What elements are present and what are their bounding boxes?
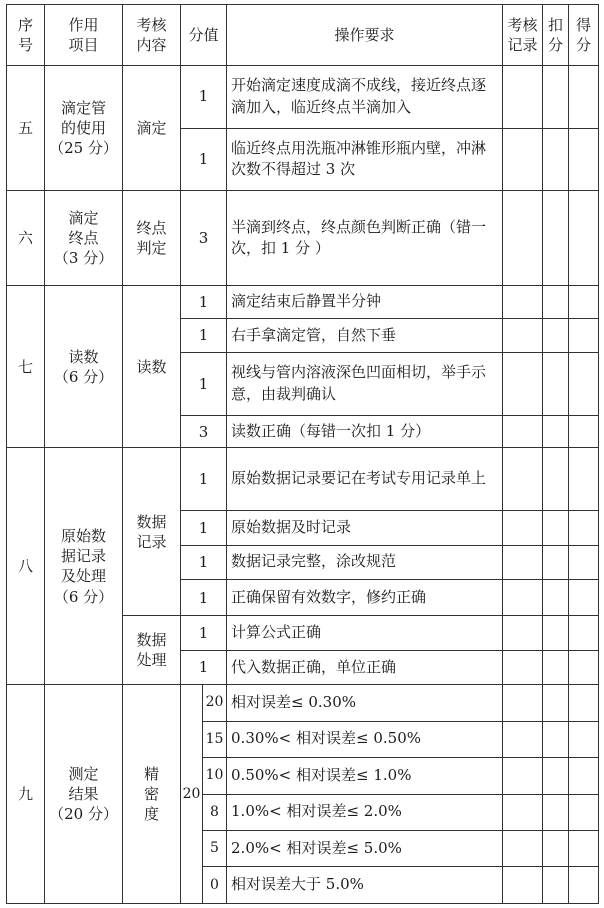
record-cell [503, 511, 543, 545]
score-cell: 1 [181, 545, 227, 579]
deduct-cell [543, 511, 569, 545]
score-cell: 1 [181, 128, 227, 191]
item-cell: 读数 （6 分） [45, 286, 123, 448]
table-row [7, 286, 599, 318]
record-cell [503, 758, 543, 794]
item-cell: 原始数 据记录 及处理 （6 分） [45, 448, 123, 685]
seq-cell: 五 [7, 65, 45, 191]
requirement-cell: 计算公式正确 [227, 616, 503, 650]
got-cell [569, 830, 599, 866]
requirement-cell: 相对误差大于 5.0% [227, 867, 503, 904]
header-score: 分值 [181, 5, 227, 66]
record-cell [503, 448, 543, 511]
deduct-cell [543, 721, 569, 757]
deduct-cell [543, 353, 569, 416]
record-cell [503, 830, 543, 866]
score-cell: 1 [181, 511, 227, 545]
got-cell [569, 721, 599, 757]
header-item: 作用 项目 [45, 5, 123, 66]
score-cell: 1 [181, 650, 227, 684]
seq-cell: 九 [7, 685, 45, 904]
deduct-cell [543, 318, 569, 352]
record-cell [503, 794, 543, 830]
deduct-cell [543, 758, 569, 794]
item-cell: 滴定 终点 （3 分） [45, 191, 123, 286]
got-cell [569, 794, 599, 830]
got-cell [569, 685, 599, 721]
got-cell [569, 353, 599, 416]
requirement-cell: 0.50%< 相对误差≤ 1.0% [227, 758, 503, 794]
requirement-cell: 0.30%< 相对误差≤ 0.50% [227, 721, 503, 757]
requirement-cell: 视线与管内溶液深色凹面相切，举手示意，由裁判确认 [227, 353, 503, 416]
content-cell: 滴定 [123, 65, 181, 191]
got-cell [569, 318, 599, 352]
record-cell [503, 191, 543, 286]
got-cell [569, 286, 599, 318]
record-cell [503, 579, 543, 615]
got-cell [569, 867, 599, 904]
requirement-cell: 代入数据正确，单位正确 [227, 650, 503, 684]
table-row [7, 448, 599, 511]
score-cell: 1 [181, 353, 227, 416]
got-cell [569, 579, 599, 615]
item-cell: 滴定管 的使用 （25 分） [45, 65, 123, 191]
deduct-cell [543, 65, 569, 128]
requirement-cell: 开始滴定速度成滴不成线，接近终点逐滴加入，临近终点半滴加入 [227, 65, 503, 128]
got-cell [569, 65, 599, 128]
record-cell [503, 128, 543, 191]
record-cell [503, 650, 543, 684]
requirement-cell: 滴定结束后静置半分钟 [227, 286, 503, 318]
header-seq: 序 号 [7, 5, 45, 66]
score-cell: 3 [181, 191, 227, 286]
record-cell [503, 545, 543, 579]
score-cell: 1 [181, 65, 227, 128]
content-cell: 精 密 度 [123, 685, 181, 904]
requirement-cell: 2.0%< 相对误差≤ 5.0% [227, 830, 503, 866]
requirement-cell: 半滴到终点，终点颜色判断正确（错一次，扣 1 分 ） [227, 191, 503, 286]
record-cell [503, 616, 543, 650]
got-cell [569, 448, 599, 511]
requirement-cell: 原始数据记录要记在考试专用记录单上 [227, 448, 503, 511]
requirement-cell: 正确保留有效数字，修约正确 [227, 579, 503, 615]
record-cell [503, 721, 543, 757]
got-cell [569, 758, 599, 794]
requirement-cell: 1.0%< 相对误差≤ 2.0% [227, 794, 503, 830]
content-cell: 读数 [123, 286, 181, 448]
got-cell [569, 616, 599, 650]
requirement-cell: 临近终点用洗瓶冲淋锥形瓶内壁，冲淋次数不得超过 3 次 [227, 128, 503, 191]
record-cell [503, 415, 543, 447]
got-cell [569, 545, 599, 579]
deduct-cell [543, 685, 569, 721]
requirement-cell: 右手拿滴定管，自然下垂 [227, 318, 503, 352]
scoring-table [6, 4, 599, 904]
header-got: 得 分 [569, 5, 599, 66]
content-cell: 数据 处理 [123, 616, 181, 685]
deduct-cell [543, 545, 569, 579]
total-score-cell: 20 [181, 685, 203, 904]
got-cell [569, 191, 599, 286]
deduct-cell [543, 191, 569, 286]
deduct-cell [543, 579, 569, 615]
header-record: 考核 记录 [503, 5, 543, 66]
deduct-cell [543, 867, 569, 904]
requirement-cell: 读数正确（每错一次扣 1 分） [227, 415, 503, 447]
record-cell [503, 286, 543, 318]
got-cell [569, 650, 599, 684]
seq-cell: 七 [7, 286, 45, 448]
score-cell: 1 [181, 318, 227, 352]
record-cell [503, 685, 543, 721]
got-cell [569, 415, 599, 447]
header-row [7, 5, 599, 66]
record-cell [503, 867, 543, 904]
score-cell: 3 [181, 415, 227, 447]
seq-cell: 八 [7, 448, 45, 685]
content-cell: 终点 判定 [123, 191, 181, 286]
deduct-cell [543, 415, 569, 447]
table-row [7, 65, 599, 128]
record-cell [503, 353, 543, 416]
header-content: 考核 内容 [123, 5, 181, 66]
item-cell: 测定 结果 （20 分） [45, 685, 123, 904]
deduct-cell [543, 286, 569, 318]
deduct-cell [543, 650, 569, 684]
score-cell: 1 [181, 616, 227, 650]
score-cell: 20 [203, 685, 227, 721]
table-row [7, 685, 599, 721]
got-cell [569, 128, 599, 191]
score-cell: 1 [181, 286, 227, 318]
score-cell: 1 [181, 579, 227, 615]
deduct-cell [543, 128, 569, 191]
seq-cell: 六 [7, 191, 45, 286]
requirement-cell: 原始数据及时记录 [227, 511, 503, 545]
got-cell [569, 511, 599, 545]
record-cell [503, 65, 543, 128]
deduct-cell [543, 830, 569, 866]
score-cell: 1 [181, 448, 227, 511]
requirement-cell: 相对误差≤ 0.30% [227, 685, 503, 721]
requirement-cell: 数据记录完整，涂改规范 [227, 545, 503, 579]
score-cell: 15 [203, 721, 227, 757]
table-row [7, 191, 599, 286]
score-cell: 0 [203, 867, 227, 904]
record-cell [503, 318, 543, 352]
header-requirement: 操作要求 [227, 5, 503, 66]
score-cell: 8 [203, 794, 227, 830]
score-cell: 5 [203, 830, 227, 866]
header-deduct: 扣 分 [543, 5, 569, 66]
score-cell: 10 [203, 758, 227, 794]
deduct-cell [543, 616, 569, 650]
deduct-cell [543, 794, 569, 830]
deduct-cell [543, 448, 569, 511]
content-cell: 数据 记录 [123, 448, 181, 616]
